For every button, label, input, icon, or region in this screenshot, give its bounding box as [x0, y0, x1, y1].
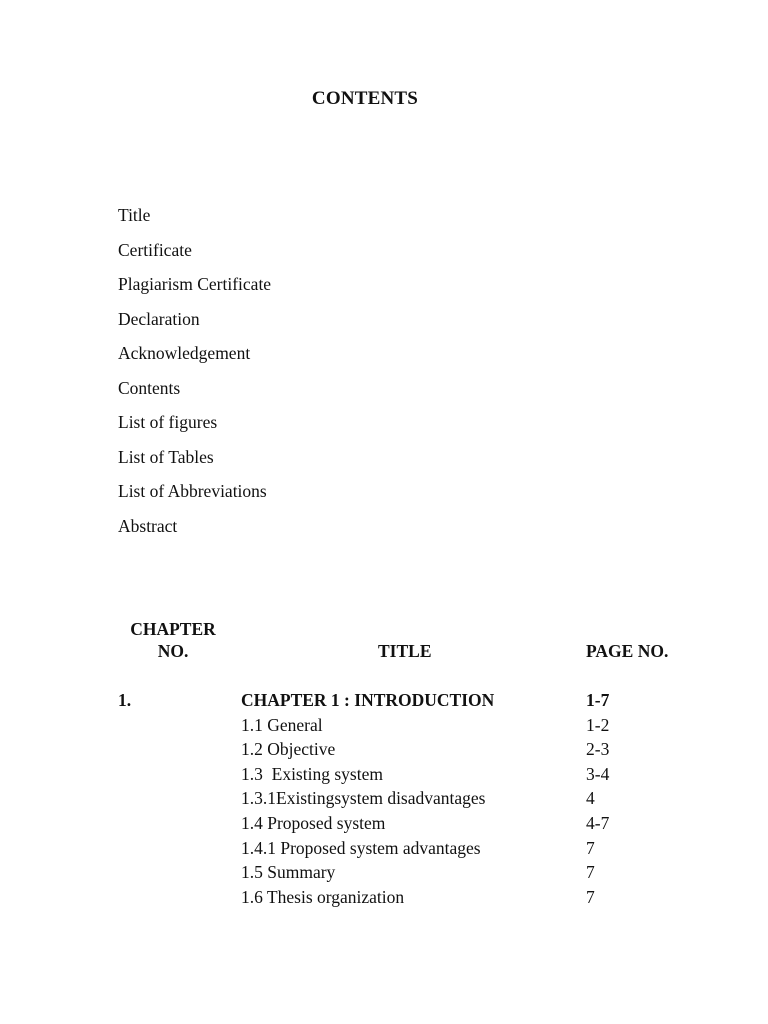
front-matter-item-acknowledgement: Acknowledgement — [118, 343, 251, 363]
front-matter-item-certificate: Certificate — [118, 239, 192, 260]
toc-table — [0, 689, 768, 910]
front-matter-list — [118, 204, 271, 549]
page-title: CONTENTS — [311, 88, 419, 109]
column-header-title: TITLE — [378, 641, 432, 661]
column-header-page-no: PAGE NO. — [586, 641, 669, 661]
column-header-chapter-line2: NO. — [157, 641, 189, 661]
toc-entry-title: CHAPTER 1 : INTRODUCTION — [241, 690, 495, 710]
toc-row — [0, 812, 768, 837]
toc-entry-title: 1.3 Existing system — [241, 763, 383, 784]
front-matter-item-list-of-tables: List of Tables — [118, 446, 214, 467]
toc-chapter-number: 1. — [118, 690, 132, 710]
toc-row — [0, 787, 768, 812]
column-header-chapter-line1: CHAPTER — [130, 619, 216, 639]
toc-page-range: 7 — [586, 837, 595, 858]
front-matter-item-list-of-abbreviations: List of Abbreviations — [118, 481, 267, 501]
toc-page-range: 1-7 — [586, 690, 610, 710]
toc-page-range: 1-2 — [586, 714, 610, 735]
toc-entry-title: 1.6 Thesis organization — [241, 886, 405, 907]
front-matter-item-contents: Contents — [118, 377, 181, 398]
toc-row — [0, 714, 768, 739]
toc-page-range: 4 — [586, 788, 595, 809]
toc-entry-title: 1.3.1Existingsystem disadvantages — [241, 788, 486, 809]
toc-row — [0, 886, 768, 911]
front-matter-item-title: Title — [118, 205, 151, 225]
toc-entry-title: 1.2 Objective — [241, 739, 336, 760]
toc-page-range: 4-7 — [586, 812, 610, 833]
toc-entry-title: 1.1 General — [241, 714, 323, 735]
toc-row — [0, 738, 768, 763]
toc-entry-title: 1.4.1 Proposed system advantages — [241, 837, 481, 858]
toc-entry-title: 1.5 Summary — [241, 862, 336, 883]
toc-page-range: 2-3 — [586, 739, 610, 760]
column-header-chapter-no — [118, 618, 228, 662]
front-matter-item-declaration: Declaration — [118, 308, 200, 329]
toc-row — [0, 689, 768, 714]
toc-row — [0, 763, 768, 788]
toc-page-range: 7 — [586, 862, 595, 883]
front-matter-item-plagiarism-certificate: Plagiarism Certificate — [118, 274, 272, 294]
toc-row — [0, 861, 768, 886]
front-matter-item-list-of-figures: List of figures — [118, 412, 218, 432]
front-matter-item-abstract: Abstract — [118, 515, 178, 536]
toc-entry-title: 1.4 Proposed system — [241, 812, 386, 833]
toc-page-range: 7 — [586, 886, 595, 907]
toc-page-range: 3-4 — [586, 763, 610, 784]
toc-row — [0, 837, 768, 862]
